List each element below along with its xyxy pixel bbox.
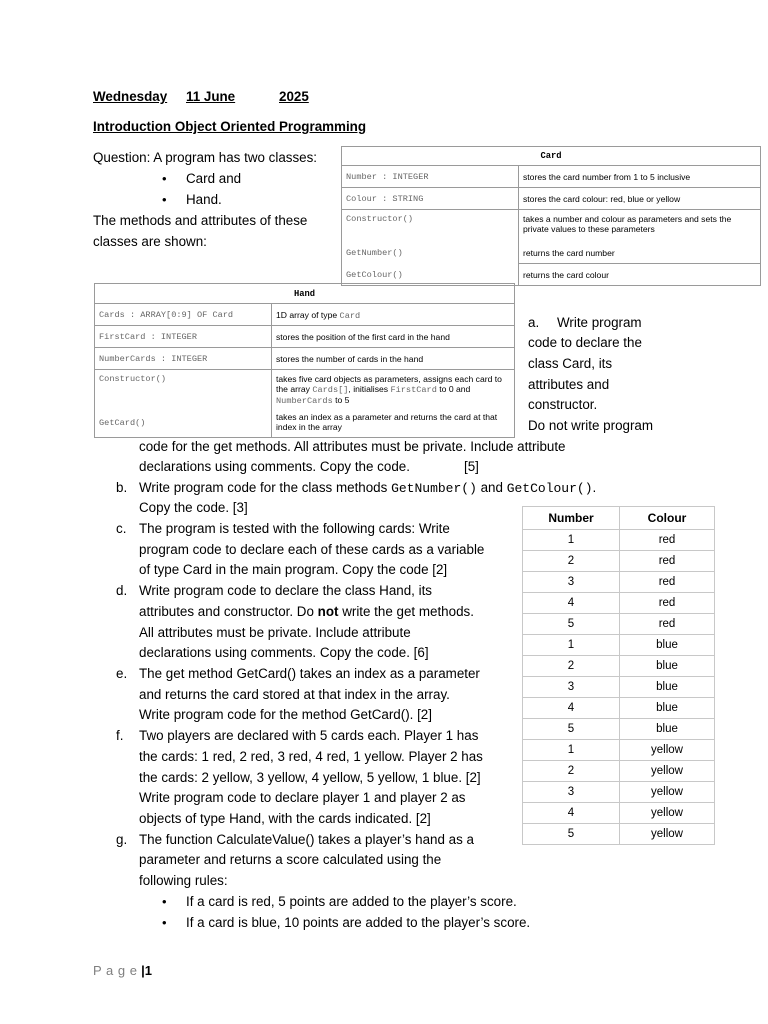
- card-colour-cell: yellow: [620, 824, 715, 845]
- table-row: [523, 551, 715, 572]
- hand-attr-cards-desc-code: Card: [339, 311, 361, 321]
- card-method-getcolour-desc: returns the card colour: [519, 264, 761, 286]
- qf-line3: the cards: 2 yellow, 3 yellow, 4 yellow, 5 yellow, 1 blue. [2]: [139, 770, 481, 785]
- qc-label: c.: [116, 521, 127, 536]
- test-cards-body: [523, 530, 715, 845]
- hand-class-table: [94, 283, 515, 438]
- qa-line6: Do not write program: [528, 418, 654, 433]
- card-colour-cell: red: [620, 572, 715, 593]
- doc-title-wrap: [93, 117, 366, 138]
- date-day: Wednesday: [93, 89, 168, 104]
- qg-label: g.: [116, 832, 128, 847]
- bullet-icon: •: [162, 894, 167, 909]
- page-footer: [93, 963, 152, 978]
- qb-code-getcolour: GetColour(): [506, 481, 593, 496]
- card-colour-cell: blue: [620, 635, 715, 656]
- hand-attr-cards-desc: [272, 304, 515, 326]
- card-colour-cell: red: [620, 551, 715, 572]
- hand-method-getcard: GetCard(): [95, 410, 272, 438]
- hand-ctor-text-3: to 0 and: [436, 384, 471, 394]
- hand-method-getcard-desc: takes an index as a parameter and returns the card at that index in the array: [272, 410, 515, 438]
- hand-ctor-text-2: , initialises: [348, 384, 391, 394]
- hand-attr-numbercards: NumberCards : INTEGER: [95, 348, 272, 370]
- qd-text-a: attributes and constructor. Do: [139, 604, 318, 619]
- card-colour-cell: yellow: [620, 740, 715, 761]
- table-row: [523, 782, 715, 803]
- card-attr-number: Number : INTEGER: [342, 166, 519, 188]
- bullet-icon: •: [162, 915, 167, 930]
- card-number-cell: 4: [523, 698, 620, 719]
- card-colour-cell: blue: [620, 698, 715, 719]
- table-row: [523, 530, 715, 551]
- intro-bullet1: Card and: [186, 171, 242, 186]
- qd-line4: declarations using comments. Copy the code. [6]: [139, 645, 429, 660]
- qg-bullet2: If a card is blue, 10 points are added to the player’s score.: [186, 915, 531, 930]
- qe-label: e.: [116, 666, 128, 681]
- card-method-getcolour: GetColour(): [342, 264, 519, 286]
- page-label: P a g e: [93, 963, 138, 978]
- qe-line1: The get method GetCard() takes an index as a parameter: [139, 666, 480, 681]
- hand-ctor-code-3: NumberCards: [276, 396, 333, 406]
- qb-label: b.: [116, 480, 128, 495]
- qc-line2: program code to declare each of these cards as a variable: [139, 542, 485, 557]
- doc-title: Introduction Object Oriented Programming: [93, 119, 367, 134]
- qa-line2: code to declare the: [528, 335, 642, 350]
- qg-line3: following rules:: [139, 873, 228, 888]
- date-date: 11 June: [186, 89, 236, 104]
- col-header-colour: Colour: [620, 507, 715, 530]
- card-colour-cell: yellow: [620, 761, 715, 782]
- qf-line5: objects of type Hand, with the cards indicated. [2]: [139, 811, 431, 826]
- card-class-heading: Card: [342, 147, 761, 166]
- hand-attr-numbercards-desc: stores the number of cards in the hand: [272, 348, 515, 370]
- table-row: [523, 677, 715, 698]
- qd-line2: [139, 602, 474, 623]
- table-row: [523, 719, 715, 740]
- qb-text-2: and: [476, 480, 507, 495]
- hand-ctor-code-2: FirstCard: [390, 385, 437, 395]
- card-number-cell: 4: [523, 803, 620, 824]
- date-year-wrap: [279, 87, 309, 108]
- qf-label: f.: [116, 728, 124, 743]
- card-number-cell: 3: [523, 572, 620, 593]
- card-colour-cell: blue: [620, 656, 715, 677]
- test-cards-table: [522, 506, 715, 845]
- qa-line5: constructor.: [528, 397, 598, 412]
- qc-line3: of type Card in the main program. Copy the code [2]: [139, 562, 448, 577]
- qa-line7: code for the get methods. All attributes must be private. Include attribute: [139, 439, 566, 454]
- bullet-icon: •: [162, 171, 167, 186]
- card-number-cell: 1: [523, 530, 620, 551]
- card-number-cell: 2: [523, 656, 620, 677]
- card-colour-cell: yellow: [620, 782, 715, 803]
- qd-text-bold: not: [317, 604, 339, 619]
- qe-line3: Write program code for the method GetCard(). [2]: [139, 707, 432, 722]
- intro-line2: The methods and attributes of these: [93, 213, 308, 228]
- qg-line2: parameter and returns a score calculated using the: [139, 852, 442, 867]
- hand-attr-cards: Cards : ARRAY[0:9] OF Card: [95, 304, 272, 326]
- card-colour-cell: yellow: [620, 803, 715, 824]
- qa-line4: attributes and: [528, 377, 610, 392]
- qd-text-c: write the get methods.: [338, 604, 474, 619]
- qf-line4: Write program code to declare player 1 and player 2 as: [139, 790, 466, 805]
- qc-line1: The program is tested with the following cards: Write: [139, 521, 450, 536]
- card-number-cell: 1: [523, 635, 620, 656]
- card-method-getnumber-desc: returns the card number: [519, 242, 761, 264]
- col-header-number: Number: [523, 507, 620, 530]
- card-number-cell: 2: [523, 761, 620, 782]
- card-attr-number-desc: stores the card number from 1 to 5 inclusive: [519, 166, 761, 188]
- table-row: [523, 761, 715, 782]
- hand-attr-firstcard-desc: stores the position of the first card in the hand: [272, 326, 515, 348]
- table-row: [523, 698, 715, 719]
- card-colour-cell: blue: [620, 677, 715, 698]
- qa-marks: [5]: [464, 459, 479, 474]
- bullet-icon: •: [162, 192, 167, 207]
- hand-ctor-text-1: takes five card objects as parameters, assigns each card to the array: [276, 374, 502, 394]
- qa-line1: Write program: [557, 315, 642, 330]
- table-row: [523, 614, 715, 635]
- intro-bullet2: Hand.: [186, 192, 222, 207]
- hand-attr-cards-desc-text: 1D array of type: [276, 310, 340, 320]
- date-date-wrap: [186, 87, 235, 108]
- page-separator: |: [141, 963, 145, 978]
- qe-line2: and returns the card stored at that index in the array.: [139, 687, 450, 702]
- hand-ctor-text-4: to 5: [332, 395, 350, 405]
- hand-method-constructor: Constructor(): [95, 370, 272, 410]
- table-row: [523, 572, 715, 593]
- qb-code-getnumber: GetNumber(): [391, 481, 477, 496]
- qd-line3: All attributes must be private. Include attribute: [139, 625, 411, 640]
- card-method-getnumber: GetNumber(): [342, 242, 519, 264]
- hand-attr-firstcard: FirstCard : INTEGER: [95, 326, 272, 348]
- hand-class-heading: Hand: [95, 284, 515, 304]
- page-number: 1: [144, 963, 152, 978]
- qf-line1: Two players are declared with 5 cards each. Player 1 has: [139, 728, 479, 743]
- card-number-cell: 4: [523, 593, 620, 614]
- qa-label: a.: [528, 315, 540, 330]
- hand-ctor-code-1: Cards[]: [312, 385, 349, 395]
- qd-line1: Write program code to declare the class Hand, its: [139, 583, 432, 598]
- card-number-cell: 3: [523, 677, 620, 698]
- card-attr-colour-desc: stores the card colour: red, blue or yellow: [519, 188, 761, 210]
- card-class-table: [341, 146, 761, 286]
- qb-line2: Copy the code. [3]: [139, 500, 248, 515]
- intro-line1: Question: A program has two classes:: [93, 150, 318, 165]
- card-attr-colour: Colour : STRING: [342, 188, 519, 210]
- qa-line3: class Card, its: [528, 356, 613, 371]
- date-header: [93, 87, 167, 108]
- qb-text-3: .: [592, 480, 597, 495]
- table-row: [523, 803, 715, 824]
- card-number-cell: 5: [523, 824, 620, 845]
- card-number-cell: 5: [523, 614, 620, 635]
- table-row: [523, 824, 715, 845]
- qf-line2: the cards: 1 red, 2 red, 3 red, 4 red, 1 yellow. Player 2 has: [139, 749, 483, 764]
- card-method-constructor-desc: takes a number and colour as parameters and sets the private values to these parameters: [519, 210, 761, 242]
- qd-label: d.: [116, 583, 128, 598]
- hand-method-constructor-desc: [272, 370, 515, 410]
- qg-bullet1: If a card is red, 5 points are added to the player’s score.: [186, 894, 517, 909]
- card-number-cell: 5: [523, 719, 620, 740]
- qa-line8: declarations using comments. Copy the code.: [139, 459, 410, 474]
- intro-line3: classes are shown:: [93, 234, 207, 249]
- table-row: [523, 593, 715, 614]
- table-row: [523, 635, 715, 656]
- card-colour-cell: red: [620, 593, 715, 614]
- card-colour-cell: red: [620, 530, 715, 551]
- date-year: 2025: [279, 89, 309, 104]
- qb-line1: [139, 478, 596, 500]
- table-row: [523, 740, 715, 761]
- card-number-cell: 1: [523, 740, 620, 761]
- card-method-constructor: Constructor(): [342, 210, 519, 242]
- card-colour-cell: red: [620, 614, 715, 635]
- qg-line1: The function CalculateValue() takes a player’s hand as a: [139, 832, 474, 847]
- card-number-cell: 2: [523, 551, 620, 572]
- qb-text-1: Write program code for the class methods: [139, 480, 392, 495]
- card-number-cell: 3: [523, 782, 620, 803]
- card-colour-cell: blue: [620, 719, 715, 740]
- table-row: [523, 656, 715, 677]
